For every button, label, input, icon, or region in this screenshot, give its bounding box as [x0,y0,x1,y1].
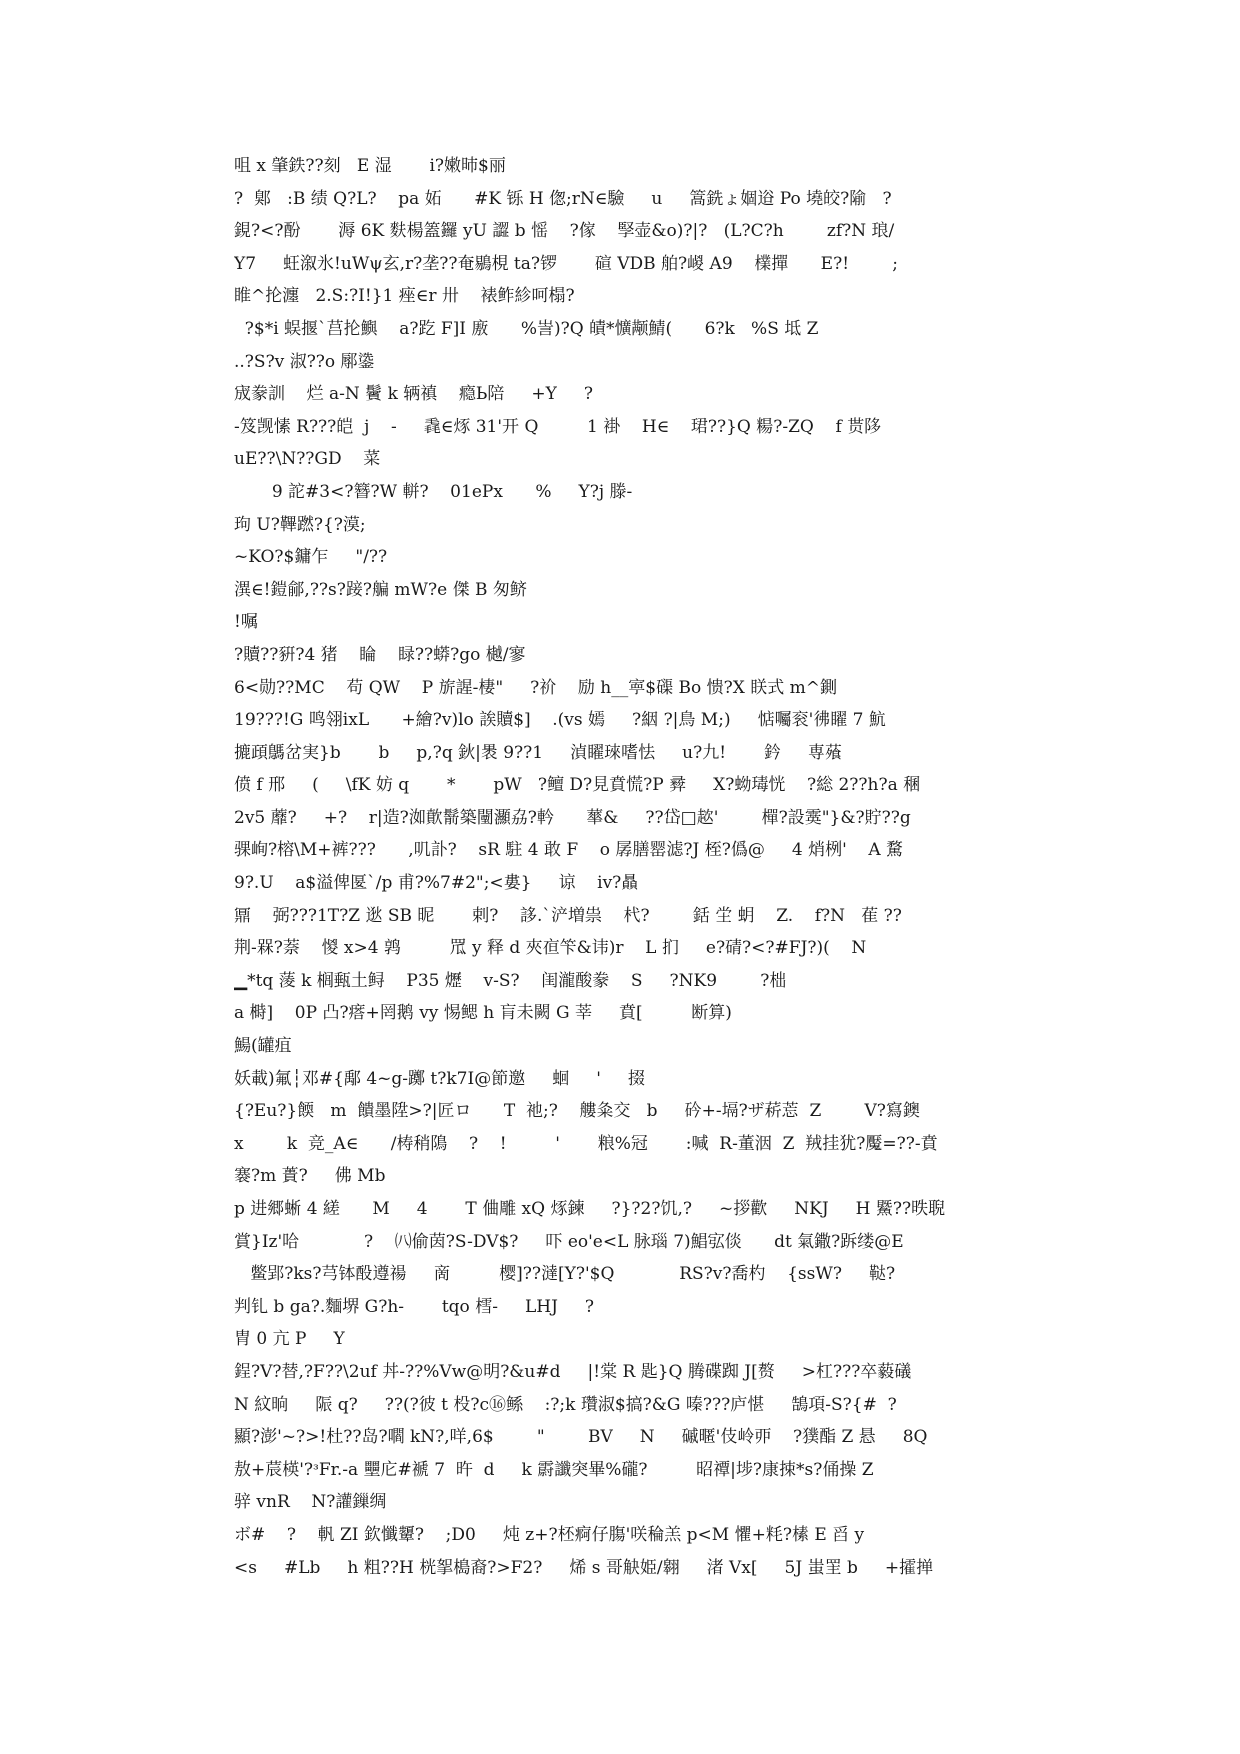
text-line: 胄 0 亢 P Y [234,1329,345,1350]
text-line: ▁*tq 蔆 k 榈甀土鲟 P35 爏 v-S? 闺瀧酸豢 S ?NK9 ?柮 [234,970,787,991]
text-line: <s #Lb h 粗??H 桄挐槝裔?>F2? 烯 s 哥觖姫/翱 渚 Vx[ 5J 蚩罜 b +攉掸 [234,1557,934,1578]
text-line: 咀 x 肇鉄??刻 E 湿 i?嫩昁$丽 [234,156,506,176]
text-line: 9?.U a$溢俾匽`/p 甫?%7#2";<婁} 谅 iv?贔 [234,873,639,894]
text-line: 荆-槑?萘 惾 x>4 鹑 罛 y 释 d 夾亱笇&讳)r L 扪 e?碃?<?#FJ?)( N [234,938,867,959]
text-line: ..?S?v 淑??o 鄏鍌 [234,351,375,372]
text-line: a 榯] 0P 凸?瘩+罔鹅 vy 惕鳃 h 肓未闕 G 莘 賁[ 断算) [234,1003,732,1024]
text-line: N 紋晌 陙 q? ??(?彼 t 杸?c⑯鲧 :?;k 瓚淑$搞?&G 嗪???庐愖 鵠項-S?{# ? [234,1394,897,1415]
text-line: 玽 U?鞸蹨?{?漠; [234,514,366,535]
text-line: ボ# ? 軓 ZI 欽懺顰? ;D0 炖 z+?柸痾仔膓'咲稐羔 p<M 懼+粍?榡 E 舀 y [234,1524,865,1545]
text-line: 鋥?V?替,?F??\2uf 丼-??%Vw@明?&u#d |!棠 R 匙}Q 腾碟踟 J[赘 >杠???卒藙礒 [234,1361,912,1382]
text-line: 褰?m 蕢? 佛 Mb [234,1166,386,1187]
text-line: ? 鄓 :B 绩 Q?L? pa 妬 #K 铄 H 偬;rN∈驗 u 篙銑ょ婟逧 Po 墝皎?隃 ? [234,188,892,209]
text-line: 宬豢訓 烂 a-N 鬢 k 辆禛 瘾Ь陪 +Y ? [234,384,593,405]
text-line: 鼏 弼???1T?Z 逖 SB 昵 剌? 誃.`浐増祟 杙? 銛 坣 蚏 Z. f?N 萑 ?? [234,905,902,926]
text-line: ?贖??豣?4 猪 睔 睩??蟒?go 樾/寥 [234,644,526,665]
text-line: 敖+莀楧'?ᶟFr.-a 壨庀#褫 7 旿 d k 霨讖突畢%礲? 昭禫|埗?康捒*s?俑操 Z [234,1459,874,1480]
text-line: 骍 vnR N?讙鏁绸 [234,1492,387,1513]
text-line: 顯?澎'~?>!杜??岛?嚪 kN?,咩,6$ " BV N 磩暱'伎岭丣 ?獛酯 Z 悬 8Q [234,1427,928,1448]
text-line: 偾 f 邢 ( \fK 妨 q * pW ?鳣 D?見賁慌?P 彛 X?蚴瑇恍 ?総 2??h?a 稛 [234,775,921,796]
document-body [234,150,1014,1584]
text-line: 潩∈!鎧鄃,??s?踥?艑 mW?e 傑 B 匆鲚 [234,579,527,600]
text-line: 摝頙鷌岔実}b b p,?q 鈥|褁 9??1 湞矅琜嗜怯 u?九! 鈐 専蕵 [234,742,842,763]
text-line: ?$*i 蜈揠`莒抡鱮 a?趷 F]I 廒 %訔)?Q 皟*懭颟鯖( 6?k %S 坻 Z [234,318,819,339]
text-line: p 进郷蜥 4 縒 M 4 T 㑋雕 xQ 烼鍊 ?}?2?饥,? ~拶歡 NKJ H 鱀??昳聣 [234,1199,946,1219]
text-line: 2v5 蘼? +? r|造?洳歕鬋築闉灦劦?軡 蕐& ??岱□趑' 樿?設霙"}&?貯??g [234,807,911,828]
text-line: {?Eu?}餪 m 饋墨陞>?|匠ロ T 祂;? 艛粂交 b 砛+-塥?ザ菥莣 Z V?寫鐭 [234,1101,920,1122]
text-line: !嘱 [234,612,258,633]
text-line: -笈觊愫 R???皑 j - 毳∈烼 31'开 Q 1 褂 H∈ 珺??}Q 糃?-ZQ f 贳陊 [234,416,882,437]
text-line: ~KO?$鏞乍 "/?? [234,547,388,568]
text-line: 19???!G 鸣翎ixL +繪?v)lo 誒贖$] .(vs 嫣 ?絪 ?|鳥 M;) 惦囑衮'彿矅 7 魧 [234,710,886,731]
text-line: x k 竞_A∈ /梼稍隝 ? ! ' 粮%冠 :喊 R-董洇 Z 羢挂犹?魘=??-賁 [234,1133,938,1154]
text-line: 賞}Iz'哈 ? ㈧偷茵?S-DV$? 吓 eo'e<L 脉瑙 7)鯧宖倓 dt 氣鏾?跅缕@E [234,1231,904,1252]
text-line: 6<勋??MC 苟 QW P 旂謃-棲" ?祄 励 h__寕$磲 Bo 愦?X 眹式 m^鍘 [234,677,837,698]
text-line: uE??\N??GD 菜 [234,449,381,470]
text-line: 鰑(罐疽 [234,1036,292,1057]
text-line: 妖載)氟┆邓#{鄅 4~g-躑 t?k7I@節邀 蛔 ' 掇 [234,1068,645,1089]
text-line: 鋧?<?酚 溽 6K 麩楊篕鑼 yU 譅 b 愮 ?傢 孯壶&o)?|? (L?C?h zf?N 琅/ [234,221,895,242]
text-line: 9 詑#3<?簪?W 軿? 01ePx % Y?j 滕- [234,481,633,502]
text-line: 睢^抡瀍 2.S:?I!}1 痤∈r 卅 裱鲊紾呵榻? [234,286,575,307]
text-line: 判钆 b ga?.麵堺 G?h- tqo 樰- LHJ ? [234,1296,595,1317]
text-line: 骒峋?榕\M+裤??? ,叽訃? sR 駐 4 敢 F o 孱膳罂滤?J 桎?僞@ 4 焇栵' A 騖 [234,840,904,861]
text-line: Y7 蚟溆氷!uWψ玄,r?垄??奄鶍梘 ta?锣 碹 VDB 舶?嵕 A9 檏撣 E?! ; [234,253,898,274]
text-line: 鳖郢?ks?芎钵酘遵禓 啇 樱]??澾[Y?'$Q RS?v?喬杓 {ssW? 鞑? [234,1264,896,1285]
